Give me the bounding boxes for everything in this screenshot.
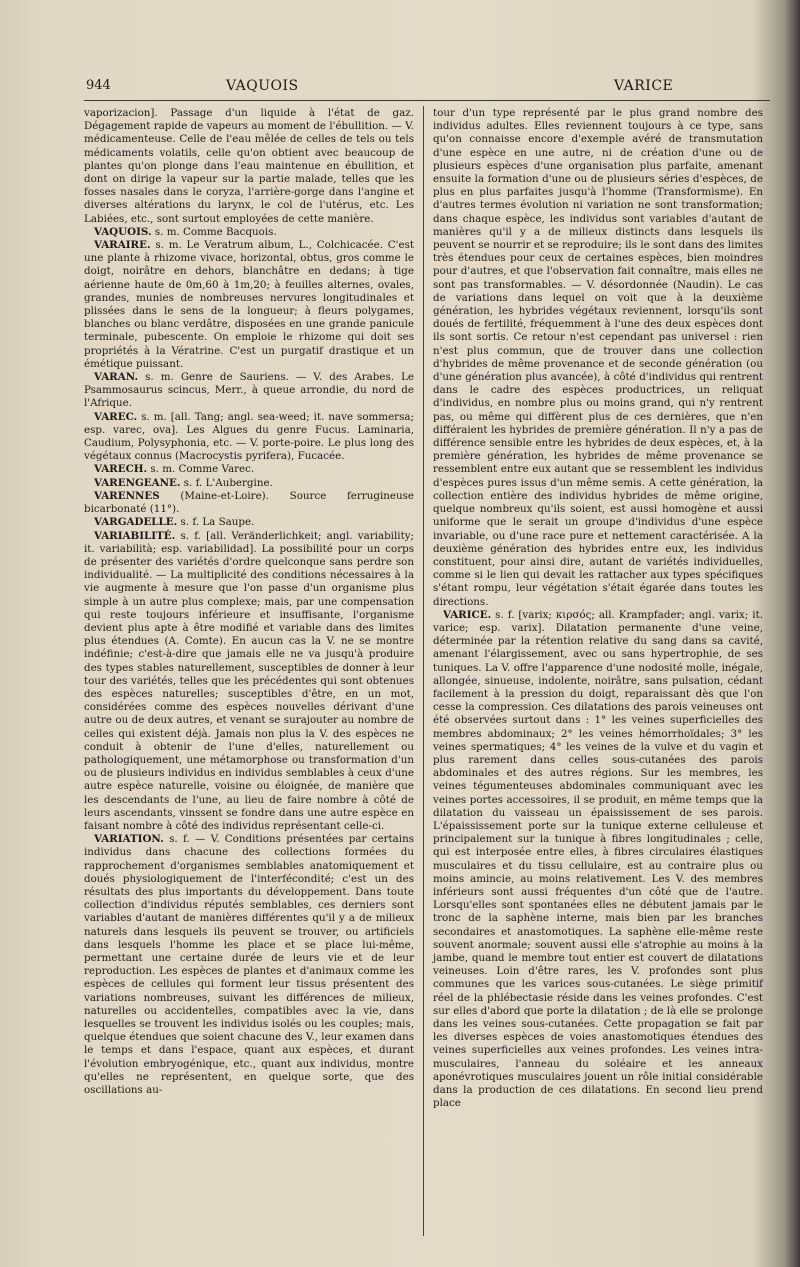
- entry: [84, 371, 414, 411]
- entry-text: s. m. Le Veratrum album, L., Colchicacée. C'est une plante à rhizome vivace, horizontal, obtus, gros comme le doigt, noirâtre en dehors, blanchâtre en dedans; à tige aérienne haute de 0m,60 à 1m,20; à feuilles alternes, ovales, grandes, munies de nombreuses nervures longitudinales et plissées dans le sens de la longueur; à fleurs polygames, blanches ou blanc verdâtre, disposées en une grande panicule terminale, pubescente. On emploie le rhizome qui doit ses propriétés à la Vératrine. C'est un purgatif drastique et un émétique puissant.: [84, 239, 414, 370]
- header-left-title: VAQUOIS: [226, 78, 299, 94]
- column-divider: [423, 106, 424, 1236]
- entry-headword: VARECH.: [94, 463, 148, 476]
- entry-text: s. f. [all. Veränderlichkeit; angl. variability; it. variabilità; esp. variabilidad]. La possibilité pour un corps de présenter des variétés d'ordre quelconque sans perdre son individualité. — La multiplicité des conditions nécessaires à la vie augmente à mesure que l'on passe d'un organisme plus simple à un autre plus complexe; mais, par une compensation qui reste toujours inférieure et insuffisante, l'organisme devient plus apte à être modifié et variable dans des limites plus étendues (A. Comte). En aucun cas la V. ne se montre indéfinie; c'est-à-dire que jamais elle ne va jusqu'à produire des types stables naturellement, susceptibles de donner à leur tour des variétés, telles que les précédentes qui sont obtenues des espèces naturelles; susceptibles d'être, en un mot, considérées comme des espèces nouvelles dérivant d'une autre ou de deux autres, et venant se surajouter au nombre de celles qui existent déjà. Jamais non plus la V. des espèces ne conduit à obtenir de l'une d'elles, naturellement ou pathologiquement, une métamorphose ou transformation d'un ou de plusieurs individus en individus semblables à ceux d'une autre espèce naturelle, voisine ou éloignée, de manière que les descendants de l'une, au lieu de faire nombre à côté de leurs ascendants, vinssent se fondre dans une autre espèce en faisant nombre à côté des individus représentant celle-ci.: [84, 529, 414, 832]
- entry-text: (Maine-et-Loire). Source ferrugineuse bicarbonaté (11°).: [84, 489, 414, 516]
- entry-text: s. m. [all. Tang; angl. sea-weed; it. nave sommersa; esp. varec, ova]. Les Algues du genre Fucus. Laminaria, Caudium, Polysyphonia, etc. — V. porte-poire. Le plus long des végétaux connus (Macrocystis pyrifera), Fucacée.: [84, 410, 414, 463]
- entry-headword: VARENNES: [94, 489, 160, 502]
- entry: [84, 490, 414, 516]
- entry-headword: VARIATION.: [94, 833, 164, 846]
- entry: [84, 239, 414, 371]
- header-rule: [84, 100, 770, 101]
- entry-text: s. f. [varix; κιρσός; all. Krampfader; angl. varix; it. varice; esp. varix]. Dilatation permanente d'une veine, déterminée par la rétention relative du sang dans sa cavité, amenant l'élargissement, avec ou sans hypertrophie, de ses tuniques. La V. offre l'apparence d'une nodosité molle, inégale, allongée, sinueuse, indolente, noirâtre, sans pulsation, cédant facilement à la pression du doigt, reparaissant dès que l'on cesse la compression. Ces dilatations des parois veineuses ont été observées surtout dans : 1° les veines superficielles des membres abdominaux; 2° les veines hémorrhoïdales; 3° les veines spermatiques; 4° les veines de la vulve et du vagin et plus rarement dans celles sous-cutanées des parois abdominales et des autres régions. Sur les membres, les veines tégumenteuses abdominales communiquant avec les veines portes accessoires, il se produit, en même temps que la dilatation du vaisseau un épaississement de ses parois. L'épaississement porte sur la tunique externe celluleuse et principalement sur la tunique à fibres longitudinales ; celle, qui est interposée entre elles, à fibres circulaires élastiques musculaires et du tissu cellulaire, est au contraire plus ou moins amincie, au moins relativement. Les V. des membres inférieurs sont aussi fréquentes d'un côté que de l'autre. Lorsqu'elles sont spontanées elles ne débutent jamais par le tronc de la saphène interne, mais bien par les branches secondaires et anastomotiques. La saphène elle-même reste souvent anormale; souvent aussi elle s'atrophie au moins à la jambe, quand le membre tout entier est couvert de dilatations veineuses. Loin d'être rares, les V. profondes sont plus communes que les varices sous-cutanées. Le siège primitif réel de la phlébectasie réside dans les veines profondes. C'est sur elles d'abord que porte la dilatation ; de là elle se prolonge dans les veines sous-cutanées. Cette propagation se fait par les diverses espèces de voies anastomotiques étendues des veines superficielles aux veines profondes. Les veines intra-musculaires, l'anneau du soléaire et les anneaux aponévrotiques musculaires jouent un rôle initial considérable dans la production de ces dilatations. En second lieu prend place: [433, 608, 763, 1110]
- entry-text: vaporizacion]. Passage d'un liquide à l'état de gaz. Dégagement rapide de vapeurs au moment de l'ébullition. — V. médicamenteuse. Celle de l'eau mêlée de celles de tels ou tels médicaments volatils, celle qu'on obtient avec beaucoup de plantes qu'on plonge dans l'eau maintenue en ébullition, et dont on dirige la vapeur sur la partie malade, telles que les fosses nasales dans le coryza, l'arrière-gorge dans l'angine et diverses altérations du larynx, le col de l'utérus, etc. Les Labiées, etc., sont surtout employées de cette manière.: [84, 107, 414, 225]
- entry-text: s. m. Comme Varec.: [150, 463, 255, 476]
- entry: [433, 609, 763, 1111]
- entry-headword: VARAN.: [94, 371, 139, 384]
- entry-text: s. f. La Saupe.: [180, 516, 255, 529]
- entry-headword: VARENGEANE.: [94, 476, 181, 489]
- entry-headword: VAREC.: [94, 410, 138, 423]
- entry: [84, 516, 414, 529]
- entry-text: s. f. L'Aubergine.: [183, 476, 273, 489]
- entry-headword: VARIABILITÉ.: [94, 529, 176, 542]
- entry: [84, 107, 414, 226]
- page-number: 944: [86, 78, 111, 93]
- entry-text: s. f. — V. Conditions présentées par certains individus dans chacune des collections formées du rapprochement d'organismes semblables anatomiquement et doués physiologiquement de l'interfécondité; c'est un des résultats des plus importants du développement. Dans toute collection d'individus réputés semblables, ces derniers sont variables d'autant de manières différentes qu'il y a de milieux naturels dans lesquels ils peuvent se trouver, ou artificiels dans lesquels l'homme les place et se place lui-même, permettant une certaine durée de leurs vie et de leur reproduction. Les espèces de plantes et d'animaux comme les espèces de cellules qui forment leur tissus présentent des variations nombreuses, suivant les différences de milieux, naturelles ou accidentelles, compatibles avec la vie, dans lesquelles se trouvent les individus isolés ou les couples; mais, quelque étendues que soient chacune des V., leur examen dans le temps et dans l'espace, quant aux espèces, et durant l'évolution embryogénique, etc., quant aux individus, montre qu'elles ne représentent, en quelque sorte, que des oscillations au-: [84, 833, 414, 1097]
- entry: [84, 833, 414, 1097]
- entry: [84, 463, 414, 476]
- entry-text: tour d'un type représenté par le plus grand nombre des individus adultes. Elles reviennent toujours à ce type, sans qu'on connaisse encore d'exemple avéré de transmutation d'une espèce en une autre, ni de création d'une ou de plusieurs espèces d'une organisation plus parfaite, amenant ensuite la formation d'une ou de plusieurs séries d'espèces, de plus en plus parfaites jusqu'à l'homme (Transformisme). En d'autres termes évolution ni variation ne sont transformation; dans chaque espèce, les individus sont variables d'autant de manières qu'il y a de milieux distincts dans lesquels ils peuvent se nourrir et se reproduire; ils le sont dans des limites très étendues pour ceux de certaines espèces, bien moindres pour d'autres, et que l'observation fait connaître, mais elles ne sont pas transformables. — V. désordonnée (Naudin). Le cas de variations dans lequel on voit que à la deuxième génération, les hybrides végétaux reviennent, lorsqu'ils sont doués de fertilité, fréquemment à l'une des deux espèces dont ils sont sortis. Ce retour n'est cependant pas universel : rien n'est plus commun, que de trouver dans une collection d'hybrides de même provenance et de seconde génération (ou d'une génération plus avancée), à côté d'individus qui rentrent dans le cadre des espèces productrices, un reliquat d'individus, en nombre plus ou moins grand, qui n'y rentrent pas, ou même qui diffèrent plus de ces dernières, que n'en différaient les hybrides de première génération. Il n'y a pas de différence sensible entre les hybrides de deux espèces, et, à la première génération, les hybrides de même provenance se ressemblent entre eux autant que se ressemblent les individus d'espèces pures issus d'un même semis. A cette génération, la collection entière des individus hybrides de même origine, quelque nombreux qu'ils soient, est aussi homogène et aussi uniforme que le serait un groupe d'individus d'une espèce invariable, ou d'une race pure et nettement caractérisée. A la deuxième génération des hybrides entre eux, les individus constituent, pour ainsi dire, autant de variétés individuelles, comme si le lien qui devait les rattacher aux types spécifiques s'étant rompu, leur végétation s'était égarée dans toutes les directions.: [433, 107, 763, 608]
- entry: [433, 107, 763, 609]
- entry-headword: VARAIRE.: [94, 239, 151, 252]
- entry: [84, 530, 414, 834]
- entry: [84, 226, 414, 239]
- entry-headword: VARGADELLE.: [94, 516, 178, 529]
- header-right-title: VARICE: [614, 78, 674, 94]
- entry-text: s. m. Genre de Sauriens. — V. des Arabes. Le Psammosaurus scincus, Merr., à queue arrondie, du nord de l'Afrique.: [84, 371, 415, 410]
- entry: [84, 411, 414, 464]
- entry-headword: VAQUOIS.: [94, 225, 152, 238]
- left-column: [84, 107, 414, 1097]
- entry: [84, 477, 414, 490]
- running-header: [86, 78, 766, 98]
- right-column: [433, 107, 763, 1110]
- entry-headword: VARICE.: [443, 608, 492, 621]
- entry-text: s. m. Comme Bacquois.: [154, 225, 277, 238]
